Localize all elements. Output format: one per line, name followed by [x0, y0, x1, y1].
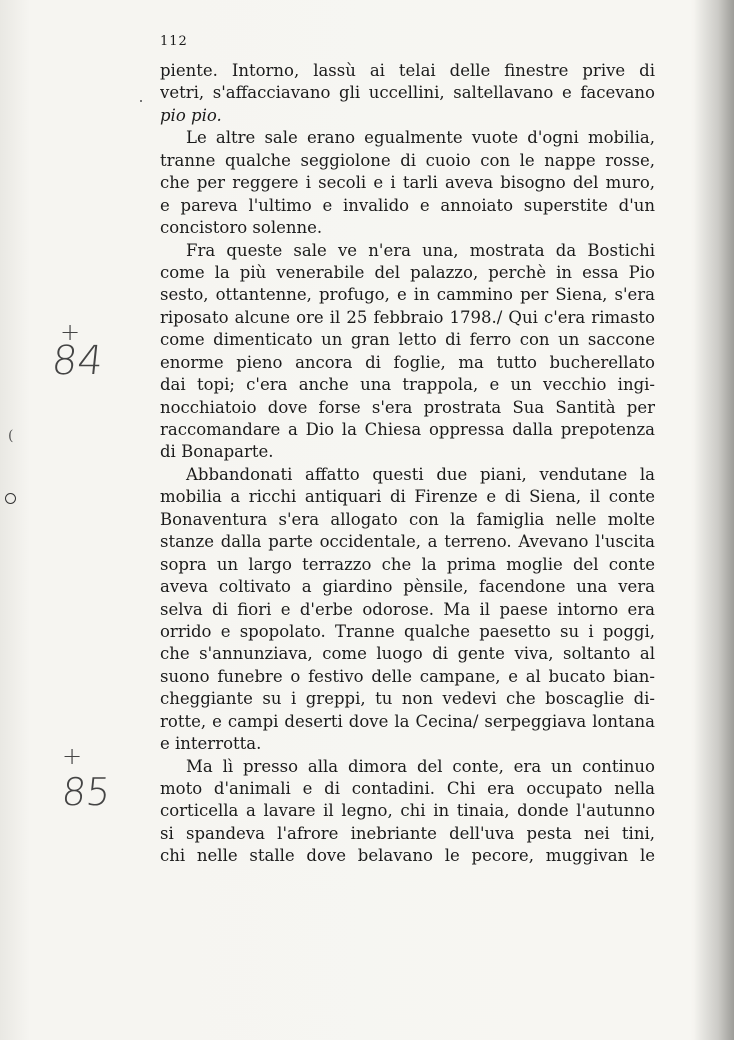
ink-speck [140, 100, 142, 102]
text-line: piente. Intorno, lassù ai telai delle finestre prive di [160, 61, 655, 80]
text-line: raccomandare a Dio la Chiesa oppressa dalla prepotenza [160, 420, 655, 439]
text-line: dai topi; c'era anche una trappola, e un vecchio ingi- [160, 375, 655, 395]
text-line: moto d'animali e di contadini. Chi era occupato nella [160, 779, 655, 798]
text-line: e interrotta. [160, 734, 262, 754]
text-line: come la più venerabile del palazzo, perchè in essa Pio [160, 262, 655, 282]
margin-note-85: 85 [59, 770, 113, 814]
text-line: Abbandonati affatto questi due piani, vendutane la [186, 464, 655, 484]
text-line: di Bonaparte. [160, 442, 274, 462]
text-line: vetri, s'affacciavano gli uccellini, saltellavano e facevano [160, 83, 655, 103]
text-line: Bonaventura s'era allogato con la famiglia nelle molte [160, 509, 655, 529]
text-line: sopra un largo terrazzo che la prima moglie del conte [160, 554, 655, 574]
margin-note-84: 84 [49, 338, 106, 384]
text-line: che s'annunziava, come luogo di gente viva, soltanto al [160, 644, 655, 664]
text-line: enorme pieno ancora di foglie, ma tutto bucherellato [160, 352, 655, 372]
margin-note-plus: + [60, 318, 81, 346]
text-line: pio pio. [160, 105, 222, 125]
text-line: Ma lì presso alla dimora del conte, era un continuo [186, 756, 655, 776]
text-line: nocchiatoio dove forse s'era prostrata Sua Santità per [160, 397, 655, 417]
text-line: Le altre sale erano egualmente vuote d'ogni mobilia, [186, 128, 655, 148]
text-line: stanze dalla parte occidentale, a terreno. Avevano l'uscita [160, 532, 655, 552]
binding-hole [5, 493, 16, 504]
text-line: che per reggere i secoli e i tarli aveva bisogno del muro, [160, 173, 655, 193]
text-line: sesto, ottantenne, profugo, e in cammino per Siena, s'era [160, 285, 655, 305]
margin-note-plus: + [62, 742, 83, 770]
text-line: selva di fiori e d'erbe odorose. Ma il paese intorno era [160, 599, 655, 619]
page-number: 112 [160, 34, 188, 49]
text-line: concistoro solenne. [160, 218, 323, 238]
page-spine-shadow [694, 0, 734, 1040]
text-line: tranne qualche seggiolone di cuoio con le nappe rosse, [160, 150, 655, 170]
text-line: Fra queste sale ve n'era una, mostrata da Bostichi [186, 240, 655, 260]
text-line: come dimenticato un gran letto di ferro con un saccone [160, 330, 655, 350]
text-line: rotte, e campi deserti dove la Cecina/ serpeggiava lontana [160, 711, 655, 731]
text-line: e pareva l'ultimo e invalido e annoiato superstite d'un [160, 195, 655, 215]
margin-mark: ( [8, 428, 14, 444]
text-line: chi nelle stalle dove belavano le pecore, muggivan le [160, 846, 655, 866]
text-line: aveva coltivato a giardino pènsile, facendone una vera [160, 577, 655, 597]
text-line: orrido e spopolato. Tranne qualche paesetto su i poggi, [160, 621, 655, 641]
body-text [160, 60, 655, 868]
text-line: cheggiante su i greppi, tu non vedevi che boscaglie di- [160, 689, 655, 709]
text-line: mobilia a ricchi antiquari di Firenze e di Siena, il conte [160, 487, 655, 507]
text-line: riposato alcune ore il 25 febbraio 1798./ Qui c'era rimasto [160, 307, 655, 327]
text-line: suono funebre o festivo delle campane, e al bucato bian- [160, 666, 655, 686]
text-line: si spandeva l'afrore inebriante dell'uva pesta nei tini, [160, 823, 655, 843]
text-line: corticella a lavare il legno, chi in tinaia, donde l'autunno [160, 801, 655, 821]
